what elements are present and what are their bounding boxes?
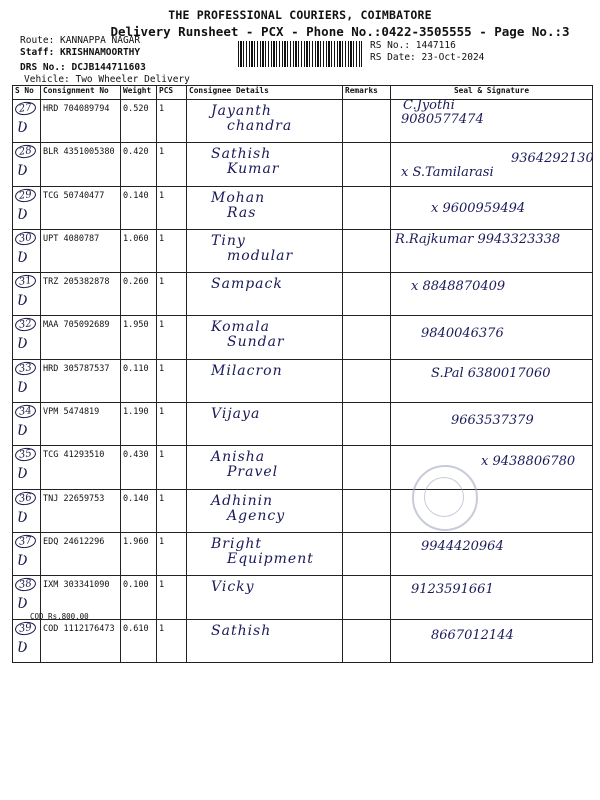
remarks-cell (343, 489, 391, 532)
handwritten-signature: 9080577474 (401, 112, 484, 127)
weight-value: 0.610 (121, 619, 157, 662)
pcs-count: 1 (157, 359, 187, 402)
serial-number: 29 (14, 187, 36, 203)
remarks-cell (343, 186, 391, 229)
serial-number-cell (13, 403, 41, 446)
col-consignee: Consignee Details (187, 86, 343, 100)
pcs-count: 1 (157, 489, 187, 532)
table-row (13, 316, 593, 359)
table-row (13, 100, 593, 143)
consignee-name-line: Agency (227, 507, 286, 524)
table-row (13, 619, 593, 662)
consignment-number: HRD 704089794 (41, 100, 121, 143)
seal-stamp-inner (424, 477, 464, 517)
consignment-number: COD 1112176473 (41, 619, 121, 662)
serial-number-cell (13, 316, 41, 359)
delivered-tick-icon: Ʋ (17, 596, 28, 613)
consignee-name-line: Sundar (227, 334, 285, 351)
drs-number: DRS No.: DCJB144711603 (20, 62, 146, 73)
handwritten-signature: x 9600959494 (431, 200, 526, 216)
delivered-tick-icon: Ʋ (17, 466, 28, 483)
consignee-details (187, 100, 343, 143)
signature-cell (391, 316, 593, 359)
remarks-cell (343, 143, 391, 186)
consignee-name-line: Jayanth (211, 103, 272, 119)
consignee-details (187, 143, 343, 186)
delivered-tick-icon: Ʋ (17, 249, 28, 266)
consignee-name-line: Adhinin (211, 492, 274, 509)
remarks-cell (343, 532, 391, 575)
consignment-number: VPM 5474819 (41, 403, 121, 446)
consignee-details (187, 446, 343, 489)
weight-value: 0.430 (121, 446, 157, 489)
pcs-count: 1 (157, 619, 187, 662)
handwritten-signature: 9364292130 (511, 151, 594, 167)
serial-number-cell (13, 273, 41, 316)
runsheet-subtitle: Delivery Runsheet - PCX - Phone No.:0422-3505555 - Page No.:3 (110, 24, 570, 39)
remarks-cell (343, 619, 391, 662)
pcs-count: 1 (157, 186, 187, 229)
weight-value: 1.190 (121, 403, 157, 446)
serial-number: 39 (14, 620, 36, 636)
signature-cell (391, 100, 593, 143)
serial-number: 31 (14, 274, 36, 290)
consignee-details (187, 186, 343, 229)
consignee-name-line: Sathish (211, 146, 272, 163)
consignee-details (187, 576, 343, 619)
delivered-tick-icon: Ʋ (17, 206, 28, 223)
table-row (13, 446, 593, 489)
delivered-tick-icon: Ʋ (17, 163, 28, 180)
consignee-name-line: Milacron (211, 362, 283, 379)
col-pcs: PCS (157, 86, 187, 100)
serial-number: 33 (14, 360, 36, 376)
consignee-name-line: Equipment (227, 550, 314, 567)
handwritten-signature: 8667012144 (431, 627, 514, 643)
serial-number-cell (13, 532, 41, 575)
signature-cell (391, 403, 593, 446)
consignment-number: TCG 50740477 (41, 186, 121, 229)
remarks-cell (343, 273, 391, 316)
pcs-count: 1 (157, 576, 187, 619)
delivered-tick-icon: Ʋ (17, 423, 28, 440)
table-row (13, 186, 593, 229)
pcs-count: 1 (157, 316, 187, 359)
serial-number: 28 (14, 144, 36, 160)
delivered-tick-icon: Ʋ (17, 379, 28, 396)
remarks-cell (343, 359, 391, 402)
signature-cell (391, 143, 593, 186)
serial-number-cell (13, 359, 41, 402)
rs-date: RS Date: 23-Oct-2024 (370, 52, 485, 63)
handwritten-signature: 9840046376 (421, 326, 504, 342)
consignee-details (187, 273, 343, 316)
table-header-row (13, 86, 593, 100)
consignment-number: UPT 4080787 (41, 229, 121, 272)
col-weight: Weight (121, 86, 157, 100)
consignee-details (187, 532, 343, 575)
consignment-number: EDQ 24612296 (41, 532, 121, 575)
consignment-number: IXM 303341090 (41, 576, 121, 619)
serial-number: 38 (14, 577, 36, 593)
handwritten-signature: S.Pal 6380017060 (431, 365, 551, 381)
consignment-number: TNJ 22659753 (41, 489, 121, 532)
consignee-name-line: modular (227, 247, 294, 264)
consignee-details (187, 403, 343, 446)
signature-cell (391, 619, 593, 662)
signature-cell (391, 359, 593, 402)
delivered-tick-icon: Ʋ (17, 293, 28, 310)
pcs-count: 1 (157, 403, 187, 446)
handwritten-signature: x S.Tamilarasi (401, 165, 494, 181)
serial-number-cell (13, 186, 41, 229)
serial-number-cell (13, 143, 41, 186)
serial-number-cell (13, 489, 41, 532)
signature-cell (391, 576, 593, 619)
consignment-number: TRZ 205382878 (41, 273, 121, 316)
col-consignment: Consignment No (41, 86, 121, 100)
handwritten-signature: C.Jyothi (403, 98, 455, 113)
consignment-number: MAA 705092689 (41, 316, 121, 359)
pcs-count: 1 (157, 100, 187, 143)
handwritten-signature: 9663537379 (451, 413, 534, 429)
company-title: THE PROFESSIONAL COURIERS, COIMBATORE (168, 8, 432, 22)
serial-number: 30 (14, 231, 36, 247)
remarks-cell (343, 403, 391, 446)
table-row (13, 143, 593, 186)
weight-value: 0.140 (121, 186, 157, 229)
consignee-details (187, 229, 343, 272)
pcs-count: 1 (157, 229, 187, 272)
serial-number: 35 (14, 447, 36, 463)
rs-number: RS No.: 1447116 (370, 40, 456, 51)
weight-value: 1.060 (121, 229, 157, 272)
delivered-tick-icon: Ʋ (17, 336, 28, 353)
remarks-cell (343, 100, 391, 143)
route-label: Route: KANNAPPA NAGAR (20, 35, 141, 46)
serial-number-cell (13, 229, 41, 272)
handwritten-signature: 9123591661 (411, 582, 494, 598)
weight-value: 0.110 (121, 359, 157, 402)
consignment-number: HRD 305787537 (41, 359, 121, 402)
remarks-cell (343, 576, 391, 619)
signature-cell (391, 532, 593, 575)
consignee-name-line: Tiny (211, 232, 246, 249)
consignee-details (187, 619, 343, 662)
consignee-name-line: Sampack (211, 276, 283, 293)
handwritten-signature: 9944420964 (421, 538, 504, 554)
consignment-number: BLR 4351005380 (41, 143, 121, 186)
handwritten-signature: x 8848870409 (411, 279, 506, 295)
serial-number-cell (13, 100, 41, 143)
handwritten-signature: R.Rajkumar 9943323338 (395, 231, 561, 247)
delivered-tick-icon: Ʋ (17, 509, 28, 526)
table-row (13, 532, 593, 575)
consignee-name-line: Mohan (211, 189, 266, 206)
weight-value: 1.950 (121, 316, 157, 359)
consignee-name-line: Komala (211, 319, 270, 336)
consignment-number: TCG 41293510 (41, 446, 121, 489)
delivered-tick-icon: Ʋ (17, 120, 28, 136)
runsheet-table (12, 85, 593, 663)
table-row (13, 403, 593, 446)
consignee-name-line: Kumar (227, 161, 280, 178)
table-row (13, 359, 593, 402)
serial-number: 36 (14, 490, 36, 506)
table-row (13, 576, 593, 619)
consignee-name-line: Vicky (211, 579, 255, 596)
weight-value: 0.520 (121, 100, 157, 143)
col-remarks: Remarks (343, 86, 391, 100)
table-row (13, 273, 593, 316)
consignee-name-line: Pravel (227, 464, 279, 481)
table-row (13, 229, 593, 272)
pcs-count: 1 (157, 532, 187, 575)
vehicle-label: Vehicle: Two Wheeler Delivery (24, 74, 190, 85)
consignee-name-line: Bright (211, 535, 263, 552)
consignee-name-line: Ras (227, 204, 257, 221)
weight-value: 0.140 (121, 489, 157, 532)
consignee-name-line: Anisha (211, 449, 266, 466)
table-row (13, 489, 593, 532)
handwritten-signature: x 9438806780 (481, 454, 576, 470)
pcs-count: 1 (157, 446, 187, 489)
signature-cell (391, 186, 593, 229)
delivered-tick-icon: Ʋ (17, 552, 28, 569)
pcs-count: 1 (157, 143, 187, 186)
barcode (238, 41, 362, 67)
consignee-name-line: Sathish (211, 622, 272, 639)
serial-number-cell (13, 619, 41, 662)
signature-cell (391, 229, 593, 272)
col-signature: Seal & Signature (391, 86, 593, 100)
serial-number-cell (13, 446, 41, 489)
consignee-details (187, 489, 343, 532)
consignee-details (187, 316, 343, 359)
weight-value: 0.100 (121, 576, 157, 619)
serial-number: 32 (14, 317, 36, 333)
signature-cell (391, 273, 593, 316)
weight-value: 1.960 (121, 532, 157, 575)
remarks-cell (343, 316, 391, 359)
cod-amount: COD Rs.800.00 (30, 612, 89, 621)
consignee-details (187, 359, 343, 402)
consignee-name-line: chandra (227, 118, 293, 134)
consignee-name-line: Vijaya (211, 406, 261, 423)
col-sno: S No (13, 86, 41, 100)
serial-number: 34 (14, 404, 36, 420)
remarks-cell (343, 229, 391, 272)
remarks-cell (343, 446, 391, 489)
serial-number: 27 (14, 101, 36, 117)
pcs-count: 1 (157, 273, 187, 316)
serial-number: 37 (14, 534, 36, 550)
weight-value: 0.260 (121, 273, 157, 316)
weight-value: 0.420 (121, 143, 157, 186)
delivered-tick-icon: Ʋ (17, 639, 28, 656)
staff-label: Staff: KRISHNAMOORTHY (20, 47, 141, 58)
